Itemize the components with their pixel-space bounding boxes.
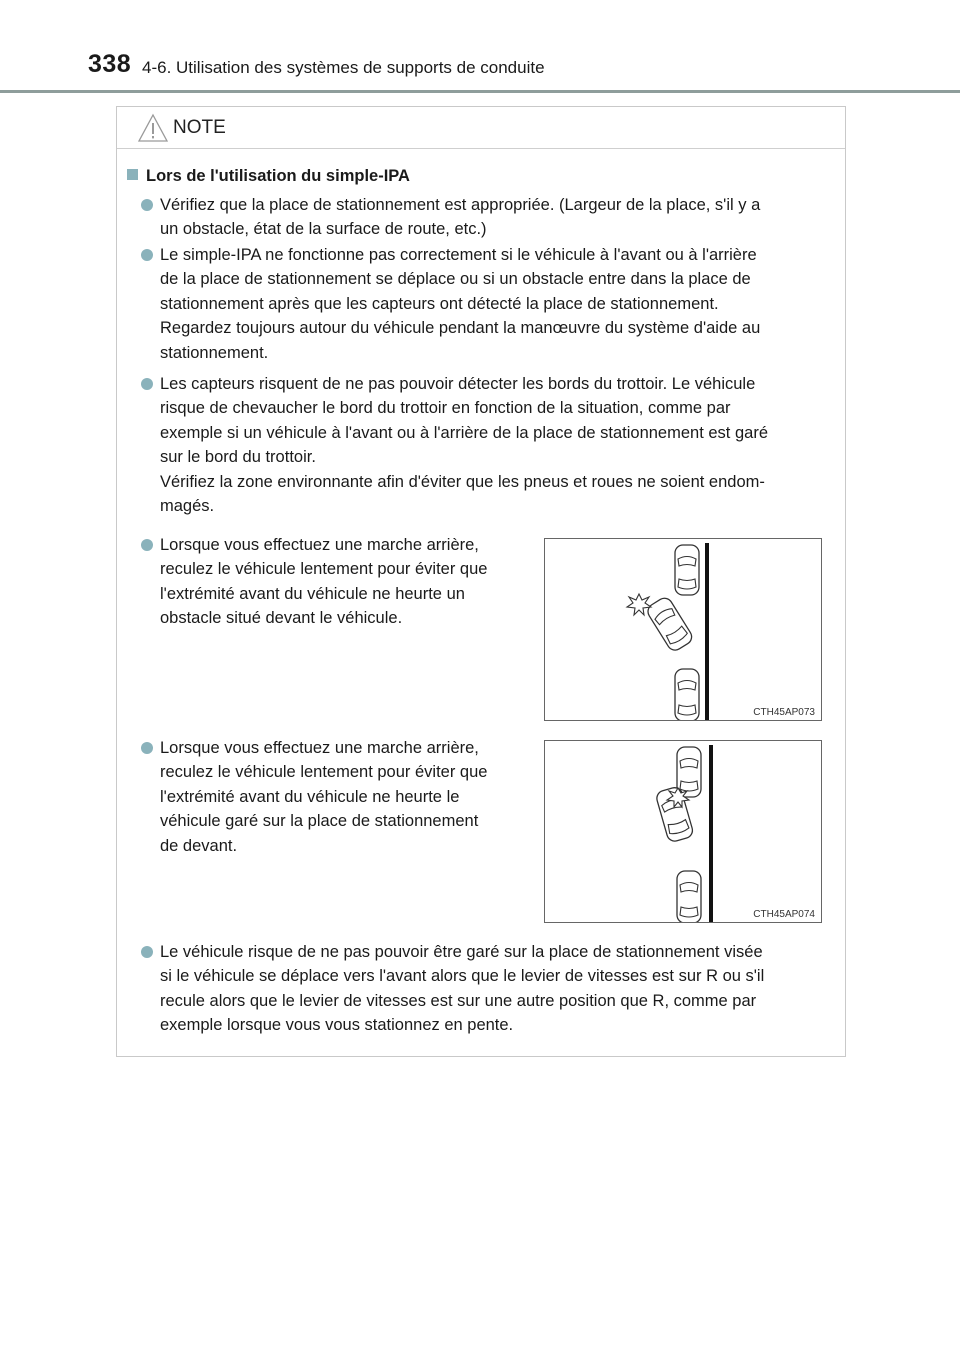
bullet-item [141,533,523,631]
figure-code: CTH45AP074 [753,909,815,920]
bullet-text [160,736,523,858]
bullet-line: un obstacle, état de la surface de route, etc.) [160,220,487,239]
bullet-item [141,736,523,858]
bullet-line: Les capteurs risquent de ne pas pouvoir détecter les bords du trottoir. Le véhicule [160,375,756,393]
bullet-item [141,940,839,1038]
bullet-line: exemple lorsque vous vous stationnez en pente. [160,1016,514,1035]
bullet-line: Le simple-IPA ne fonctionne pas correctement si le véhicule à l'avant ou à l'arrière [160,246,757,264]
circle-bullet-icon [141,199,153,211]
bullet-line: Regardez toujours autour du véhicule pendant la manœuvre du système d'aide au [160,319,761,338]
page-number: 338 [88,50,132,78]
bullet-line: Lorsque vous effectuez une marche arrière, [160,536,479,554]
illustration-parked-vehicle [544,740,822,923]
bullet-text [160,372,839,518]
parked-car-rear-icon [677,871,701,922]
circle-bullet-icon [141,378,153,390]
bullet-line: véhicule garé sur la place de stationnement [160,812,479,831]
circle-bullet-icon [141,946,153,958]
circle-bullet-icon [141,249,153,261]
parked-car-rear-icon [675,669,699,720]
circle-bullet-icon [141,539,153,551]
bullet-line: stationnement après que les capteurs ont détecté la place de stationnement. [160,294,719,313]
bullet-line: Le véhicule risque de ne pas pouvoir être garé sur la place de stationnement visée [160,943,763,961]
section-title [127,167,410,186]
bullet-line: exemple si un véhicule à l'avant ou à l'arrière de la place de stationnement est garé [160,423,768,442]
bullet-line: l'extrémité avant du véhicule ne heurte un [160,584,465,603]
section-title-text: Lors de l'utilisation du simple-IPA [146,167,410,185]
bullet-line: risque de chevaucher le bord du trottoir en fonction de la situation, comme par [160,399,731,418]
bullet-line: Vérifiez la zone environnante afin d'éviter que les pneus et roues ne soient endom- [160,472,765,491]
bullet-item [141,193,839,242]
bullet-line: stationnement. [160,343,269,362]
bullet-line: de la place de stationnement se déplace ou si un obstacle entre dans la place de [160,270,751,289]
chapter-title: 4-6. Utilisation des systèmes de supports de conduite [142,58,545,77]
parking-diagram-2 [545,741,821,922]
bullet-line: reculez le véhicule lentement pour éviter que [160,763,488,782]
bullet-line: sur le bord du trottoir. [160,448,316,467]
circle-bullet-icon [141,742,153,754]
bullet-text [160,243,839,365]
header-rule [0,90,960,93]
parked-car-front-icon [675,545,699,595]
bullet-text [160,940,839,1038]
parked-car-front-icon [677,747,701,797]
bullet-line: si le véhicule se déplace vers l'avant alors que le levier de vitesses est sur R ou s'il [160,967,765,986]
bullet-line: de devant. [160,836,238,855]
square-bullet-icon [127,169,138,180]
bullet-line: magés. [160,497,215,516]
bullet-line: recule alors que le levier de vitesses est sur une autre position que R, comme par [160,991,757,1010]
bullet-text [160,533,523,631]
illustration-obstacle [544,538,822,721]
parking-diagram-1 [545,539,821,720]
figure-code: CTH45AP073 [753,707,815,718]
bullet-item [141,372,839,518]
bullet-item [141,243,839,365]
warning-triangle-icon [137,113,169,143]
bullet-line: Vérifiez que la place de stationnement est appropriée. (Largeur de la place, s'il y a [160,196,761,214]
bullet-line: Lorsque vous effectuez une marche arrière, [160,739,479,757]
note-label: NOTE [173,117,226,138]
bullet-line: obstacle situé devant le véhicule. [160,609,403,628]
bullet-line: reculez le véhicule lentement pour éviter que [160,560,488,579]
bullet-text [160,193,839,242]
note-header [117,107,845,149]
reversing-car-icon [645,595,695,653]
bullet-line: l'extrémité avant du véhicule ne heurte le [160,787,460,806]
